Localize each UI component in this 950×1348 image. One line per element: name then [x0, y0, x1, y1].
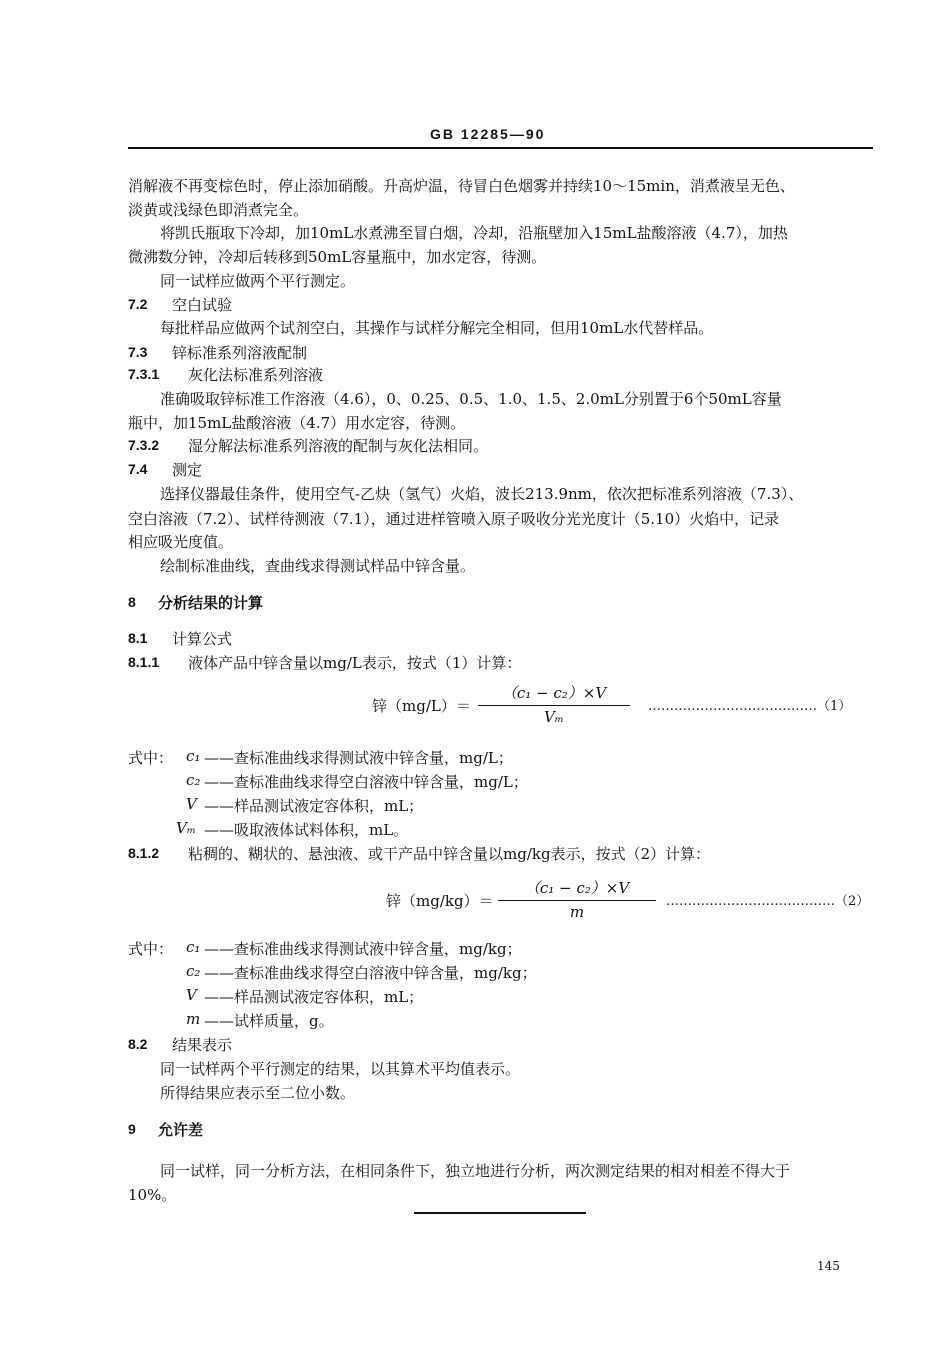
fraction-bar — [478, 705, 630, 706]
paragraph-line: 将凯氏瓶取下冷却，加10mL水煮沸至冒白烟，冷却，沿瓶壁加入15mL盐酸溶液（4.7），加热 — [160, 224, 788, 242]
section-number: 8.1.1 — [128, 654, 160, 670]
paragraph-line: 消解液不再变棕色时，停止添加硝酸。升高炉温，待冒白色烟雾并持续10～15min，消煮液呈无色、 — [128, 177, 795, 195]
section-number: 8.1 — [128, 630, 148, 646]
formula-denominator: m — [569, 903, 585, 921]
paragraph-line: 相应吸光度值。 — [128, 533, 234, 551]
section-number: 9 — [128, 1121, 136, 1137]
section-number: 8.1.2 — [128, 845, 160, 861]
variable-description: ——查标准曲线求得测试液中锌含量，mg/L； — [204, 749, 513, 767]
formula-tag: …………………………………（1） — [648, 699, 852, 714]
section-number: 7.2 — [128, 296, 148, 312]
paragraph-line: 同一试样两个平行测定的结果，以其算术平均值表示。 — [160, 1060, 521, 1078]
section-title: 湿分解法标准系列溶液的配制与灰化法相同。 — [188, 437, 489, 455]
paragraph-line: 10%。 — [128, 1186, 177, 1204]
paragraph-line: 选择仪器最佳条件，使用空气-乙炔（氢气）火焰，波长213.9nm，依次把标准系列溶液（7.3）、 — [160, 485, 804, 503]
section-number: 7.3.1 — [128, 366, 160, 382]
variable-symbol: m — [186, 1010, 201, 1028]
section-title: 计算公式 — [172, 630, 233, 648]
section-number: 7.3 — [128, 344, 148, 360]
variable-symbol: V — [186, 795, 197, 813]
paragraph-line: 准确吸取锌标准工作溶液（4.6），0、0.25、0.5、1.0、1.5、2.0mL分别置于6个50mL容量 — [160, 390, 782, 408]
end-rule — [414, 1212, 586, 1214]
section-title: 灰化法标准系列溶液 — [188, 366, 324, 384]
paragraph-line: 同一试样应做两个平行测定。 — [160, 272, 356, 290]
variable-symbol: c₁ — [186, 938, 201, 956]
formula-denominator: Vₘ — [543, 708, 565, 726]
fraction-bar — [498, 900, 656, 901]
paragraph-line: 绘制标准曲线，查曲线求得测试样品中锌含量。 — [160, 557, 476, 575]
variable-symbol: c₁ — [186, 747, 201, 765]
section-title: 允许差 — [158, 1121, 204, 1139]
variable-symbol: V — [186, 986, 197, 1004]
paragraph-line: 微沸数分钟，冷却后转移到50mL容量瓶中，加水定容，待测。 — [128, 248, 547, 266]
formula-lhs: 锌（mg/kg）＝ — [386, 892, 494, 910]
section-title: 锌标准系列溶液配制 — [172, 344, 308, 362]
section-title: 空白试验 — [172, 296, 233, 314]
paragraph-line: 瓶中，加15mL盐酸溶液（4.7）用水定容，待测。 — [128, 414, 466, 432]
variable-symbol: c₂ — [186, 962, 201, 980]
formula-numerator: （c₁ − c₂）×V — [501, 684, 607, 702]
paragraph-line: 淡黄或浅绿色即消煮完全。 — [128, 201, 309, 219]
variable-description: ——查标准曲线求得空白溶液中锌含量，mg/kg； — [204, 964, 537, 982]
formula-lhs: 锌（mg/L）＝ — [372, 697, 471, 715]
where-label: 式中： — [128, 940, 174, 958]
paragraph-line: 同一试样，同一分析方法，在相同条件下，独立地进行分析，两次测定结果的相对相差不得大于 — [160, 1162, 791, 1180]
section-number: 7.3.2 — [128, 437, 160, 453]
variable-description: ——查标准曲线求得空白溶液中锌含量，mg/L； — [204, 773, 528, 791]
variable-description: ——试样质量，g。 — [204, 1012, 334, 1030]
page-number: 145 — [817, 1259, 840, 1273]
section-title: 液体产品中锌含量以mg/L表示，按式（1）计算： — [188, 654, 522, 672]
variable-description: ——吸取液体试料体积，mL。 — [204, 821, 409, 839]
header-rule — [128, 147, 873, 149]
paragraph-line: 所得结果应表示至二位小数。 — [160, 1084, 356, 1102]
variable-description: ——查标准曲线求得测试液中锌含量，mg/kg； — [204, 940, 522, 958]
paragraph-line: 空白溶液（7.2）、试样待测液（7.1），通过进样管喷入原子吸收分光光度计（5.10）火焰中，记录 — [128, 510, 780, 528]
variable-symbol: Vₘ — [176, 819, 197, 837]
variable-symbol: c₂ — [186, 771, 201, 789]
section-number: 7.4 — [128, 461, 148, 477]
section-title: 测定 — [172, 461, 203, 479]
section-title: 分析结果的计算 — [158, 594, 264, 612]
variable-description: ——样品测试液定容体积，mL； — [204, 797, 424, 815]
variable-description: ——样品测试液定容体积，mL； — [204, 988, 424, 1006]
section-title: 粘稠的、糊状的、悬浊液、或干产品中锌含量以mg/kg表示，按式（2）计算： — [188, 845, 711, 863]
section-title: 结果表示 — [172, 1036, 233, 1054]
paragraph-line: 每批样品应做两个试剂空白，其操作与试样分解完全相同，但用10mL水代替样品。 — [160, 319, 714, 337]
formula-tag: …………………………………（2） — [666, 894, 870, 909]
formula-numerator: （c₁ − c₂）×V — [524, 879, 630, 897]
section-number: 8.2 — [128, 1036, 148, 1052]
where-label: 式中： — [128, 749, 174, 767]
section-number: 8 — [128, 594, 136, 610]
standard-code-header: GB 12285—90 — [430, 126, 546, 142]
